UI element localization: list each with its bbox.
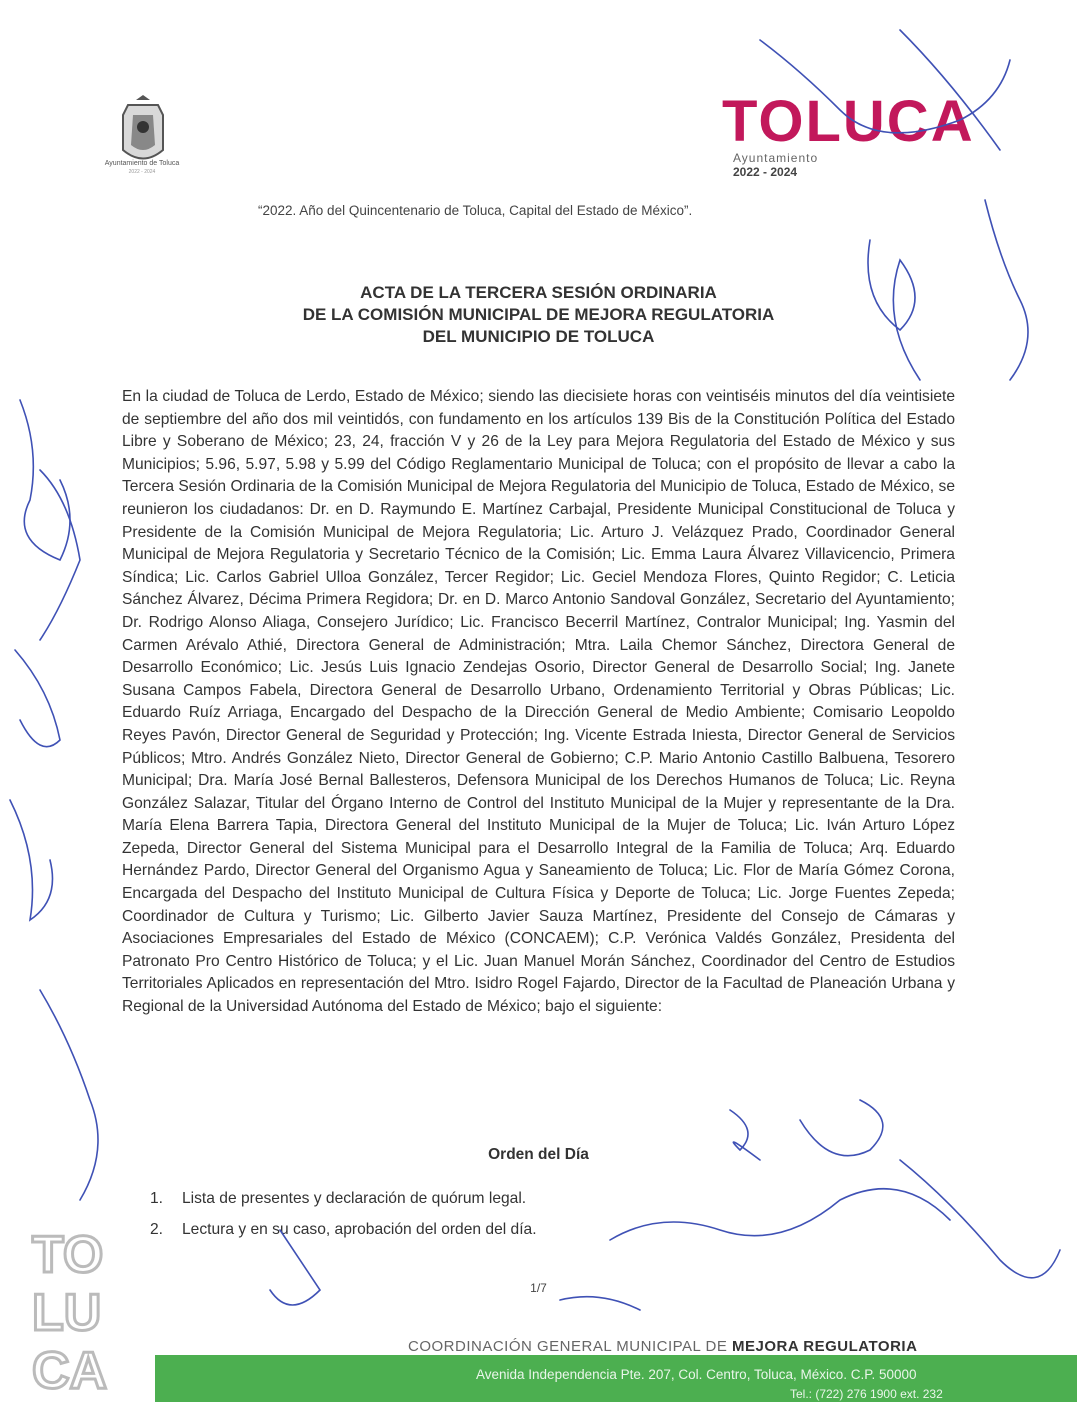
body-paragraph: En la ciudad de Toluca de Lerdo, Estado de México; siendo las diecisiete horas con veintiséis minutos del día veintisiete de septiembre del año dos mil veintidós, con fundamento en los artículos 139 Bis de la Constitución Política del Estado Libre y Soberano de México; 23, 24, fracción V y 26 de la Ley para Mejora Regulatoria del Estado de México y sus Municipios; 5.96, 5.97, 5.98 y 5.99 del Código Reglamentario Municipal de Toluca; con el propósito de llevar a cabo la Tercera Sesión Ordinaria de la Comisión Municipal de Mejora Regulatoria del Municipio de Toluca, Estado de México, se reunieron los ciudadanos: Dr. en D. Raymundo E. Martínez Carbajal, Presidente Municipal Constitucional de Toluca y Presidente de la Comisión Municipal de Mejora Regulatoria; Lic. Arturo J. Velázquez Prado, Coordinador General Municipal de Mejora Regulatoria y Secretario Técnico de la Comisión; Lic. Emma Laura Álvarez Villavicencio, Primera Síndica; Lic. Carlos Gabriel Ulloa González, Tercer Regidor; Lic. Geciel Mendoza Flores, Quinto Regidor; C. Leticia Sánchez Álvarez, Décima Primera Regidora; Dr. en D. Marco Antonio Sandoval González, Secretario del Ayuntamiento; Dr. Rodrigo Alonso Aliaga, Consejero Jurídico; Lic. Francisco Becerril Martínez, Contralor Municipal; Ing. Yasmin del Carmen Arévalo Athié, Directora General de Administración; Mtra. Laila Chemor Sánchez, Directora General de Desarrollo Económico; Lic. Jesús Luis Ignacio Zendejas Osorio, Director General de Desarrollo Social; Ing. Janete Susana Campos Fabela, Directora General de Desarrollo Urbano, Ordenamiento Territorial y Obras Públicas; Lic. Eduardo Ruíz Arriaga, Encargado del Despacho de la Dirección General de Medio Ambiente; Comisario Leopoldo Reyes Pavón, Director General de Seguridad y Protección; Ing. Vicente Estrada Iniesta, Director General de Servicios Públicos; Mtro. Andrés González Nieto, Director General de Gobierno; C.P. Mario Antonio Castillo Balbuena, Tesorero Municipal; Dra. María José Bernal Ballesteros, Defensora Municipal de los Derechos Humanos de Toluca; Lic. Reyna González Salazar, Titular del Órgano Interno de Control del Instituto Municipal de la Mujer y representante de la Dra. María Elena Barrera Tapia, Directora General del Instituto Municipal de la Mujer de Toluca; Lic. Iván Arturo López Zepeda, Director General del Sistema Municipal para el Desarrollo Integral de la Familia de Toluca; Arq. Eduardo Hernández Pardo, Director General del Organismo Agua y Saneamiento de Toluca; Lic. Flor de María Gómez Corona, Encargada del Despacho del Instituto Municipal de Cultura Física y Deporte de Toluca; Lic. Jorge Fuentes Zepeda; Coordinador de Cultura y Turismo; Lic. Gilberto Javier Sauza Martínez, Presidente del Consejo de Cámaras y Asociaciones Empresariales del Estado de México (CONCAEM); C.P. Verónica Valdés González, Presidenta del Patronato Pro Centro Histórico de Toluca; y el Lic. Juan Manuel Morán Sánchez, Coordinador del Centro de Estudios Territoriales Aplicados en representación del Mtro. Isidro Rogel Fajardo, Director de la Facultad de Planeación Urbana y Regional de la Universidad Autónoma del Estado de México; bajo el siguiente:	[122, 388, 955, 1016]
signature-stroke	[20, 400, 70, 560]
agenda-item-text: Lista de presentes y declaración de quórum legal.	[182, 1190, 527, 1207]
year-motto: “2022. Año del Quincentenario de Toluca, Capital del Estado de México”.	[258, 203, 693, 218]
brand-subtitle: Ayuntamiento	[733, 151, 819, 165]
agenda-item-number: 2.	[150, 1221, 164, 1238]
brand-years: 2022 - 2024	[733, 165, 798, 179]
footer-department-bold: MEJORA REGULATORIA	[732, 1338, 918, 1355]
footer-address: Avenida Independencia Pte. 207, Col. Centro, Toluca, México. C.P. 50000	[476, 1367, 917, 1382]
agenda-item	[150, 1190, 526, 1208]
side-logo-row-1: TO	[32, 1226, 104, 1284]
signature-stroke	[900, 1160, 1060, 1278]
signature-stroke	[10, 800, 53, 920]
footer-department-prefix: COORDINACIÓN GENERAL MUNICIPAL DE	[408, 1338, 732, 1355]
crest-subcaption: 2022 - 2024	[128, 169, 156, 175]
agenda-item	[150, 1221, 537, 1239]
agenda-title: Orden del Día	[488, 1146, 589, 1163]
footer-phone: Tel.: (722) 276 1900 ext. 232	[790, 1387, 943, 1401]
agenda-item-number: 1.	[150, 1190, 164, 1207]
signature-stroke	[40, 990, 98, 1200]
toluca-brand-logo: TOLUCA	[722, 89, 975, 154]
document-title-line-2: DE LA COMISIÓN MUNICIPAL DE MEJORA REGULATORIA	[302, 305, 775, 324]
footer-department	[408, 1338, 917, 1355]
crest-caption: Ayuntamiento de Toluca	[104, 160, 180, 167]
side-logo-row-3: CA	[32, 1342, 108, 1397]
toluca-outline-logo-icon	[30, 1222, 150, 1397]
agenda-item-text: Lectura y en su caso, aprobación del orden del día.	[182, 1221, 537, 1238]
signature-stroke	[560, 1297, 640, 1310]
page-number: 1/7	[530, 1281, 547, 1295]
signature-stroke	[15, 650, 60, 747]
side-logo-row-2: LU	[32, 1284, 102, 1342]
document-title-line-3: DEL MUNICIPIO DE TOLUCA	[422, 327, 655, 346]
document-title-line-1: ACTA DE LA TERCERA SESIÓN ORDINARIA	[360, 283, 717, 302]
signature-stroke	[610, 1189, 950, 1240]
signature-stroke	[40, 470, 80, 640]
